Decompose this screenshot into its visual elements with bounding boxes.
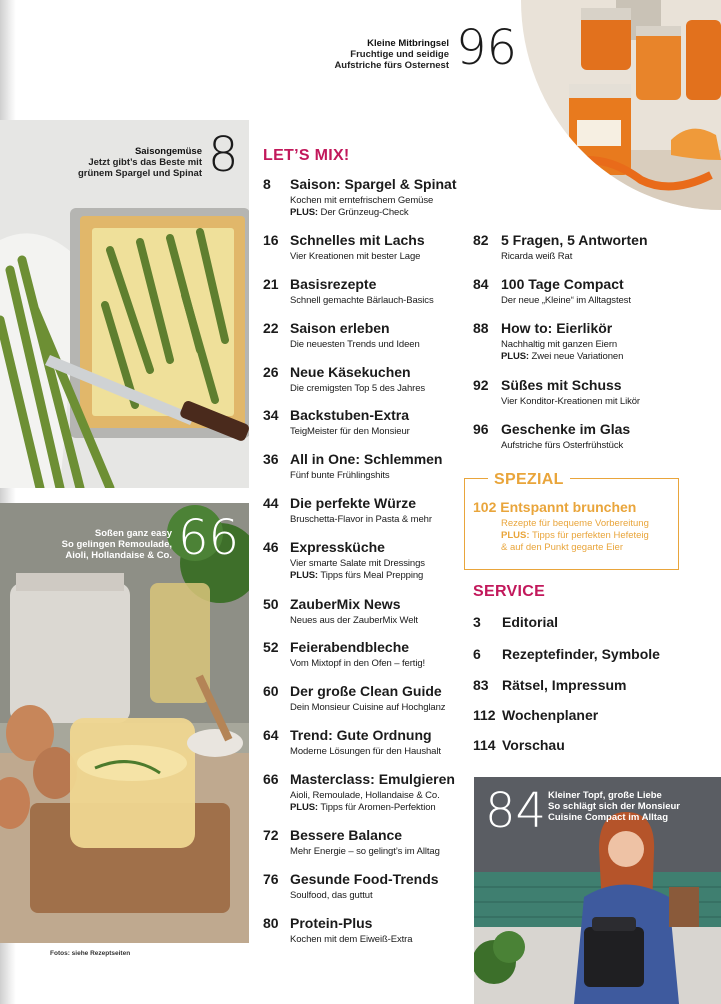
spezial-plus-line — [501, 530, 649, 541]
toc-entry-title: Die perfekte Würze — [290, 495, 417, 511]
caption-topf — [548, 790, 718, 823]
toc-entry-title: Protein-Plus — [290, 915, 373, 931]
toc-entry-subtitle: Soulfood, das guttut — [290, 890, 373, 901]
toc-page-number: 92 — [473, 377, 489, 393]
toc-entry-subtitle: Ricarda weiß Rat — [501, 251, 573, 262]
toc-entry-subtitle: Kochen mit dem Eiweiß-Extra — [290, 934, 413, 945]
toc-entry[interactable] — [473, 320, 683, 360]
toc-page-number: 60 — [263, 683, 279, 699]
toc-page-number: 96 — [473, 421, 489, 437]
toc-entry-plus — [290, 802, 436, 813]
toc-entry[interactable] — [263, 176, 473, 216]
photo-jam-jars — [521, 0, 721, 210]
toc-entry[interactable] — [263, 495, 473, 535]
caption-page-number: 96 — [456, 20, 518, 76]
toc-page-number: 88 — [473, 320, 489, 336]
toc-entry[interactable] — [263, 276, 473, 316]
toc-entry-subtitle: Moderne Lösungen für den Haushalt — [290, 746, 441, 757]
plus-label: PLUS: — [290, 207, 319, 218]
caption-title: Kleiner Topf, große Liebe — [548, 790, 662, 801]
caption-saisongemuese — [70, 146, 202, 179]
spezial-subtitle: Rezepte für bequeme Vorbereitung — [501, 518, 649, 529]
toc-entry-title: Schnelles mit Lachs — [290, 232, 425, 248]
photo-sauces — [0, 503, 249, 943]
toc-entry-subtitle: Aioli, Remoulade, Hollandaise & Co. — [290, 790, 440, 801]
caption-page-number: 66 — [178, 510, 240, 566]
toc-entry[interactable] — [263, 871, 473, 911]
toc-entry-subtitle: Bruschetta-Flavor in Pasta & mehr — [290, 514, 432, 525]
service-entry-title: Editorial — [502, 614, 559, 630]
caption-line: Aioli, Hollandaise & Co. — [65, 550, 172, 561]
toc-entry-title: Feierabendbleche — [290, 639, 410, 655]
toc-entry-title: 100 Tage Compact — [501, 276, 624, 292]
toc-entry-title: Gesunde Food-Trends — [290, 871, 439, 887]
service-entry-title: Wochenplaner — [502, 707, 599, 723]
service-page-number: 83 — [473, 677, 489, 693]
toc-page-number: 76 — [263, 871, 279, 887]
toc-entry-subtitle: Neues aus der ZauberMix Welt — [290, 615, 418, 626]
caption-line: So gelingen Remoulade, — [61, 539, 172, 550]
caption-title: Saisongemüse — [134, 146, 202, 157]
toc-entry[interactable] — [473, 232, 683, 272]
toc-page-number: 44 — [263, 495, 279, 511]
toc-page-number: 64 — [263, 727, 279, 743]
toc-entry[interactable] — [263, 683, 473, 723]
caption-page-number: 84 — [485, 783, 547, 839]
toc-entry-plus — [290, 570, 423, 581]
toc-entry-title: Der große Clean Guide — [290, 683, 442, 699]
toc-entry[interactable] — [473, 421, 683, 461]
toc-page-number: 16 — [263, 232, 279, 248]
toc-entry-title: ZauberMix News — [290, 596, 401, 612]
toc-page-number: 22 — [263, 320, 279, 336]
toc-page-number: 72 — [263, 827, 279, 843]
service-page-number: 112 — [473, 707, 496, 723]
toc-entry-subtitle: Nachhaltig mit ganzen Eiern — [501, 339, 618, 350]
toc-entry-title: Neue Käsekuchen — [290, 364, 411, 380]
caption-page-number: 8 — [208, 127, 239, 183]
toc-entry-title: Saison: Spargel & Spinat — [290, 176, 457, 192]
toc-entry-title: Masterclass: Emulgieren — [290, 771, 455, 787]
toc-entry-subtitle: Vier smarte Salate mit Dressings — [290, 558, 425, 569]
caption-line: Aufstriche fürs Osternest — [334, 60, 449, 71]
plus-text: Tipps für perfekten Hefeteig — [529, 530, 649, 541]
toc-entry-subtitle: Vom Mixtopf in den Ofen – fertig! — [290, 658, 426, 669]
toc-entry[interactable] — [263, 320, 473, 360]
toc-page-number: 36 — [263, 451, 279, 467]
caption-title: Kleine Mitbringsel — [367, 38, 449, 49]
plus-text: Tipps für Aromen-Perfektion — [318, 802, 436, 813]
toc-page-number: 80 — [263, 915, 279, 931]
section-heading-spezial: SPEZIAL — [488, 471, 570, 489]
toc-entry-title: All in One: Schlemmen — [290, 451, 443, 467]
toc-entry-subtitle: Fünf bunte Frühlingshits — [290, 470, 390, 481]
plus-label: PLUS: — [501, 530, 530, 541]
service-entry[interactable] — [473, 646, 660, 662]
toc-entry-subtitle: Dein Monsieur Cuisine auf Hochglanz — [290, 702, 446, 713]
toc-entry-title: Basisrezepte — [290, 276, 377, 292]
service-page-number: 114 — [473, 737, 496, 753]
caption-line: So schlägt sich der Monsieur — [548, 801, 680, 812]
toc-entry-title: Süßes mit Schuss — [501, 377, 622, 393]
toc-page-number: 66 — [263, 771, 279, 787]
toc-entry-title: Saison erleben — [290, 320, 390, 336]
service-entry[interactable] — [473, 677, 627, 693]
section-heading-letsmix: LET’S MIX! — [263, 147, 350, 164]
toc-page-number: 34 — [263, 407, 279, 423]
plus-text: Der Grünzeug-Check — [318, 207, 409, 218]
toc-entry-subtitle: Kochen mit erntefrischem Gemüse — [290, 195, 434, 206]
service-page-number: 3 — [473, 614, 481, 630]
toc-entry[interactable] — [263, 451, 473, 491]
toc-entry-title: How to: Eierlikör — [501, 320, 613, 336]
toc-entry-subtitle: Schnell gemachte Bärlauch-Basics — [290, 295, 434, 306]
toc-entry-plus — [501, 351, 623, 362]
photo-credits: Fotos: siehe Rezeptseiten — [50, 950, 131, 957]
toc-page-number: 84 — [473, 276, 489, 292]
service-entry-title: Vorschau — [502, 737, 565, 753]
spezial-entry-title[interactable]: 102 Entspannt brunchen — [473, 499, 637, 515]
toc-page-number: 52 — [263, 639, 279, 655]
toc-entry[interactable] — [263, 827, 473, 867]
service-entry[interactable] — [473, 737, 565, 753]
toc-page-number: 21 — [263, 276, 279, 292]
toc-entry[interactable] — [263, 639, 473, 679]
toc-entry[interactable] — [473, 276, 683, 316]
toc-entry-subtitle: Vier Konditor-Kreationen mit Likör — [501, 396, 640, 407]
toc-entry-title: Backstuben-Extra — [290, 407, 410, 423]
toc-entry-subtitle: Die neuesten Trends und Ideen — [290, 339, 420, 350]
service-entry[interactable] — [473, 707, 598, 723]
toc-entry-title: Geschenke im Glas — [501, 421, 631, 437]
toc-entry[interactable] — [263, 771, 473, 811]
section-heading-service: SERVICE — [473, 583, 546, 600]
service-entry-title: Rätsel, Impressum — [502, 677, 627, 693]
caption-line: grünem Spargel und Spinat — [77, 168, 202, 179]
toc-entry[interactable] — [263, 364, 473, 404]
service-page-number: 6 — [473, 646, 481, 662]
toc-entry-subtitle: Aufstriche fürs Osterfrühstück — [501, 440, 624, 451]
caption-line: Jetzt gibt’s das Beste mit — [88, 157, 202, 168]
toc-page-number: 46 — [263, 539, 279, 555]
toc-entry[interactable] — [473, 377, 683, 417]
toc-page-number: 26 — [263, 364, 279, 380]
toc-entry[interactable] — [263, 727, 473, 767]
toc-page-number: 82 — [473, 232, 489, 248]
toc-entry-title: 5 Fragen, 5 Antworten — [501, 232, 648, 248]
caption-line: Cuisine Compact im Alltag — [548, 812, 668, 823]
toc-entry-subtitle: Der neue „Kleine“ im Alltagstest — [501, 295, 631, 306]
plus-label: PLUS: — [290, 802, 319, 813]
toc-entry[interactable] — [263, 539, 473, 579]
toc-entry[interactable] — [263, 232, 473, 272]
toc-entry-subtitle: Vier Kreationen mit bester Lage — [290, 251, 421, 262]
toc-entry-title: Trend: Gute Ordnung — [290, 727, 432, 743]
plus-label: PLUS: — [501, 351, 530, 362]
toc-entry[interactable] — [263, 915, 473, 955]
toc-page-number: 50 — [263, 596, 279, 612]
service-entry-title: Rezeptefinder, Symbole — [502, 646, 660, 662]
toc-entry-subtitle: Mehr Energie – so gelingt’s im Alltag — [290, 846, 440, 857]
toc-entry-title: Expressküche — [290, 539, 385, 555]
plus-text: Zwei neue Variationen — [529, 351, 624, 362]
service-entry[interactable] — [473, 614, 558, 630]
toc-entry-subtitle: TeigMeister für den Monsieur — [290, 426, 410, 437]
caption-sossen — [40, 528, 172, 561]
toc-entry-plus — [290, 207, 409, 218]
plus-label: PLUS: — [290, 570, 319, 581]
plus-text: Tipps fürs Meal Prepping — [318, 570, 424, 581]
toc-entry-subtitle: Die cremigsten Top 5 des Jahres — [290, 383, 426, 394]
toc-entry[interactable] — [263, 407, 473, 447]
toc-page-number: 8 — [263, 176, 271, 192]
caption-title: Soßen ganz easy — [94, 528, 172, 539]
caption-line: Fruchtige und seidige — [350, 49, 449, 60]
spezial-line: & auf den Punkt gegarte Eier — [501, 542, 623, 553]
toc-entry[interactable] — [263, 596, 473, 636]
caption-mitbringsel — [320, 38, 449, 71]
toc-entry-title: Bessere Balance — [290, 827, 403, 843]
